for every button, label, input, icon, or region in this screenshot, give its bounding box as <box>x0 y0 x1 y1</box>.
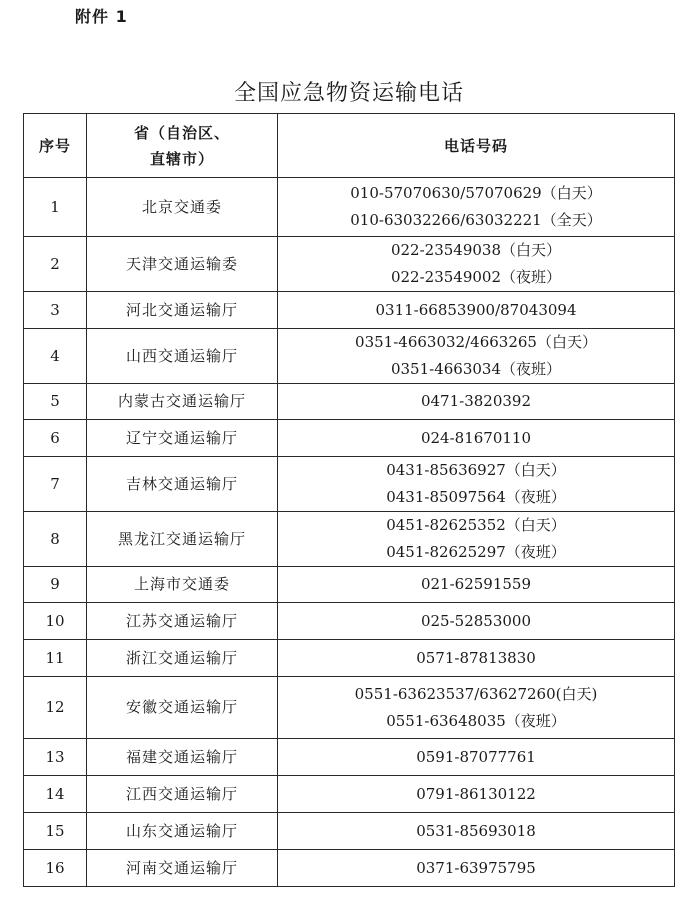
phone-number: 022-23549002（夜班） <box>390 268 562 286</box>
phone-number: 0351-4663034（夜班） <box>390 360 562 378</box>
row-phone-cell <box>278 813 675 850</box>
row-province: 内蒙古交通运输厅 <box>87 384 278 420</box>
row-phone-cell <box>278 420 675 457</box>
phone-number: 0551-63623537/63627260(白天) <box>354 684 598 703</box>
table-row <box>24 329 675 384</box>
row-index: 6 <box>24 420 87 457</box>
row-index: 10 <box>24 603 87 640</box>
row-phone-cell <box>278 457 675 512</box>
row-province: 福建交通运输厅 <box>87 739 278 776</box>
phone-number: 0431-85636927（白天） <box>386 461 566 479</box>
row-phone-cell <box>278 237 675 292</box>
attachment-label: 附件 1 <box>75 7 128 26</box>
header-province-line2: 直辖市） <box>149 149 214 168</box>
phone-table <box>23 113 675 887</box>
row-phone-cell <box>278 776 675 813</box>
row-index: 7 <box>24 457 87 512</box>
phone-number: 0471-3820392 <box>420 392 532 410</box>
row-province: 江西交通运输厅 <box>87 776 278 813</box>
table-row <box>24 292 675 329</box>
table-row <box>24 178 675 237</box>
row-index: 12 <box>24 677 87 739</box>
page-title: 全国应急物资运输电话 <box>233 81 464 106</box>
row-phone-cell <box>278 329 675 384</box>
phone-number: 010-57070630/57070629（白天） <box>350 184 602 202</box>
row-index: 9 <box>24 567 87 603</box>
header-index: 序号 <box>24 114 87 178</box>
header-phone: 电话号码 <box>278 114 675 178</box>
table-row <box>24 850 675 887</box>
table-row <box>24 567 675 603</box>
row-phone-cell <box>278 640 675 677</box>
phone-number: 0571-87813830 <box>416 648 536 667</box>
phone-number: 024-81670110 <box>420 428 532 447</box>
row-phone-cell <box>278 850 675 887</box>
phone-number: 0451-82625297（夜班） <box>386 543 566 561</box>
row-province: 北京交通委 <box>87 178 278 237</box>
header-province-line1: 省（自治区、 <box>133 123 230 142</box>
phone-number: 0431-85097564（夜班） <box>386 488 566 506</box>
row-phone-cell <box>278 512 675 567</box>
phone-number: 025-52853000 <box>420 611 532 630</box>
row-province: 安徽交通运输厅 <box>87 677 278 739</box>
row-index: 15 <box>24 813 87 850</box>
row-province: 天津交通运输委 <box>87 237 278 292</box>
row-phone-cell <box>278 178 675 237</box>
row-province: 河北交通运输厅 <box>87 292 278 329</box>
table-row <box>24 457 675 512</box>
table-row <box>24 776 675 813</box>
table-row <box>24 677 675 739</box>
row-index: 1 <box>24 178 87 237</box>
row-province: 山西交通运输厅 <box>87 329 278 384</box>
phone-number: 0591-87077761 <box>416 747 536 766</box>
row-province: 河南交通运输厅 <box>87 850 278 887</box>
row-index: 11 <box>24 640 87 677</box>
table-row <box>24 237 675 292</box>
row-index: 3 <box>24 292 87 329</box>
table-body <box>24 178 675 887</box>
row-index: 13 <box>24 739 87 776</box>
row-province: 黑龙江交通运输厅 <box>87 512 278 567</box>
phone-number: 0451-82625352（白天） <box>386 516 566 534</box>
row-phone-cell <box>278 677 675 739</box>
row-province: 上海市交通委 <box>87 567 278 603</box>
row-province: 山东交通运输厅 <box>87 813 278 850</box>
phone-number: 021-62591559 <box>420 575 532 593</box>
row-index: 8 <box>24 512 87 567</box>
table-row <box>24 384 675 420</box>
table-row <box>24 512 675 567</box>
phone-number: 0351-4663032/4663265（白天） <box>355 333 597 351</box>
row-province: 吉林交通运输厅 <box>87 457 278 512</box>
row-index: 2 <box>24 237 87 292</box>
phone-number: 010-63032266/63032221（全天） <box>350 211 602 229</box>
phone-number: 0311-66853900/87043094 <box>375 300 577 319</box>
table-row <box>24 603 675 640</box>
table-row <box>24 813 675 850</box>
phone-number: 0551-63648035（夜班） <box>386 711 566 730</box>
phone-number: 0791-86130122 <box>416 784 536 803</box>
row-phone-cell <box>278 292 675 329</box>
row-phone-cell <box>278 384 675 420</box>
row-index: 16 <box>24 850 87 887</box>
row-province: 浙江交通运输厅 <box>87 640 278 677</box>
row-index: 14 <box>24 776 87 813</box>
row-index: 5 <box>24 384 87 420</box>
table-header-row <box>24 114 675 178</box>
row-province: 辽宁交通运输厅 <box>87 420 278 457</box>
row-phone-cell <box>278 739 675 776</box>
table-row <box>24 739 675 776</box>
row-phone-cell <box>278 567 675 603</box>
table-row <box>24 420 675 457</box>
phone-number: 0371-63975795 <box>416 858 536 877</box>
phone-number: 0531-85693018 <box>416 821 536 840</box>
table-row <box>24 640 675 677</box>
phone-number: 022-23549038（白天） <box>390 241 562 259</box>
row-phone-cell <box>278 603 675 640</box>
header-province <box>87 114 278 178</box>
row-province: 江苏交通运输厅 <box>87 603 278 640</box>
row-index: 4 <box>24 329 87 384</box>
